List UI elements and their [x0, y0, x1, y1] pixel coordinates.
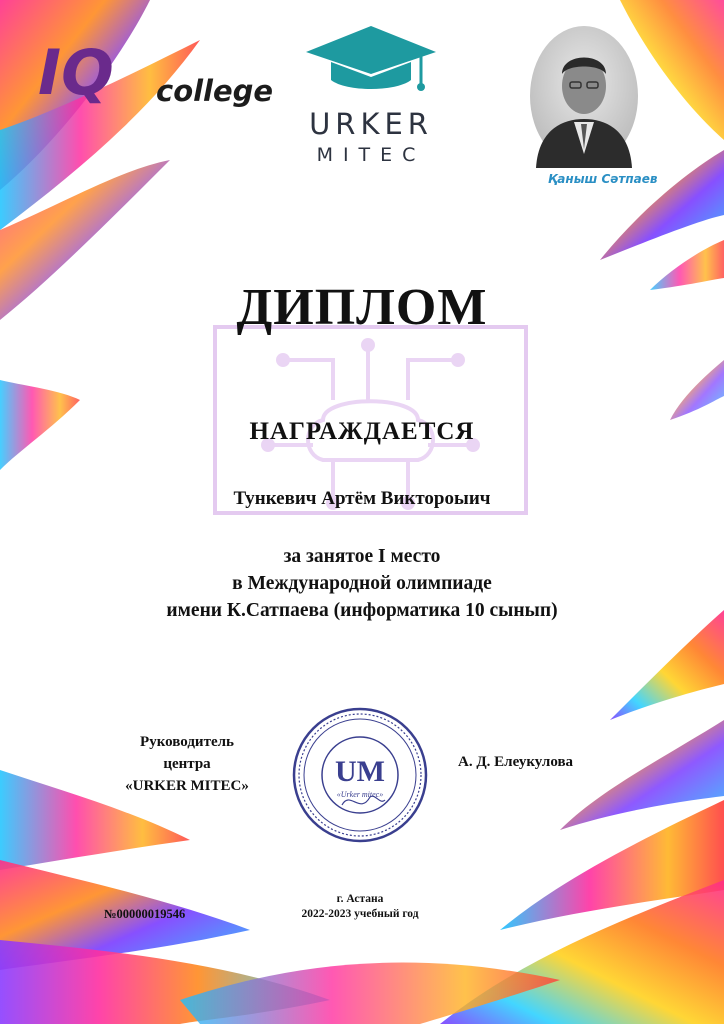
logo-word: college: [156, 74, 274, 108]
academic-year: 2022-2023 учебный год: [301, 908, 419, 920]
reason-line-3: имени К.Сатпаева (информатика 10 сынып): [166, 600, 558, 621]
awarded-heading: НАГРАЖДАЕТСЯ: [249, 418, 475, 445]
reason-line-1: за занятое I место: [283, 546, 441, 567]
stamp-letters: UM: [335, 755, 385, 788]
portrait-caption: Қаныш Сәтпаев: [548, 172, 658, 186]
city: г. Астана: [336, 893, 384, 905]
iq-college-logo: [30, 28, 274, 123]
signer-name: А. Д. Елеукулова: [458, 754, 574, 770]
place-and-year: [270, 892, 450, 922]
director-line-2: центра: [163, 756, 211, 772]
logo-mitec: MITEC: [316, 144, 426, 166]
graduation-cap-icon: [286, 22, 456, 102]
director-title: [92, 731, 282, 797]
portrait-image: [528, 24, 640, 168]
urker-mitec-logo: [286, 22, 456, 172]
diploma-title: ДИПЛОМ: [236, 279, 488, 336]
director-line-1: Руководитель: [140, 734, 234, 750]
stamp-subtitle: «Urker mitec»: [336, 790, 384, 799]
reason-line-2: в Международной олимпиаде: [232, 573, 492, 594]
diploma-number: №00000019546: [104, 907, 186, 921]
award-reason: [0, 543, 724, 624]
director-line-3: «URKER MITEC»: [125, 778, 249, 794]
recipient-name: Тункевич Артём Викторoыич: [233, 488, 491, 509]
logo-urker: URKER: [309, 107, 433, 141]
logo-letters: IQ: [38, 36, 114, 109]
official-stamp: [290, 705, 430, 845]
